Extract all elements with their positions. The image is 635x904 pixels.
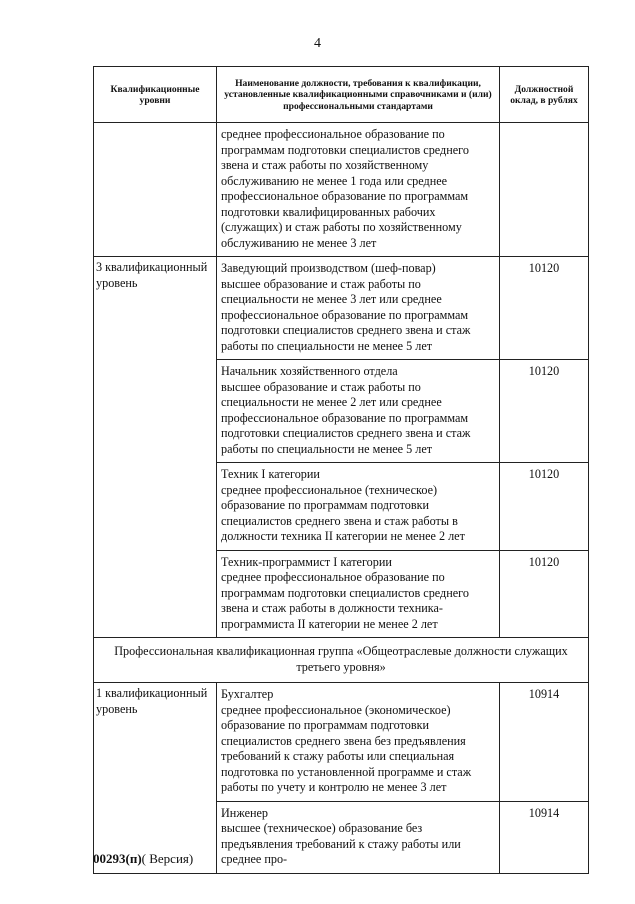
group-header-row <box>94 638 589 683</box>
salary-value: 10914 <box>500 683 589 802</box>
salary-value: 10120 <box>500 463 589 551</box>
job-title: Техник I категории <box>221 467 320 481</box>
job-cell <box>217 550 500 638</box>
job-requirements: среднее профессиональное образование по программам подготовки специалистов среднего звена и стаж работы в должности техника-программиста II категории не менее 2 лет <box>221 570 469 631</box>
table-row <box>94 123 589 257</box>
level-1-label: 1 квалификационный уровень <box>94 683 217 874</box>
job-cell <box>217 683 500 802</box>
qualification-table <box>93 66 589 874</box>
job-cell <box>217 463 500 551</box>
table-header-row <box>94 67 589 123</box>
job-requirements: среднее профессиональное (экономическое) образование по программам подготовки специалистов среднего звена без предъявления требований к стажу работы или специальная подготовка по установленной программе и стаж работы по учету и контролю не менее 3 лет <box>221 702 472 794</box>
job-cell <box>217 360 500 463</box>
level-3-label: 3 квалификационный уровень <box>94 257 217 638</box>
salary-value: 10120 <box>500 550 589 638</box>
salary-cell-empty <box>500 123 589 257</box>
header-level: Квалификационные уровни <box>94 67 217 123</box>
job-requirements: высшее образование и стаж работы по специальности не менее 2 лет или среднее профессиональное образование по программам подготовки специалистов среднего звена и стаж работы по специальности не менее 5 лет <box>221 379 471 456</box>
job-cell <box>217 257 500 360</box>
job-requirements: среднее профессиональное (техническое) образование по программам подготовки специалистов среднего звена и стаж работы в должности техника II категории не менее 2 лет <box>221 482 465 543</box>
document-version: ( Версия) <box>141 851 194 866</box>
job-title: Начальник хозяйственного отдела <box>221 364 398 378</box>
job-title: Техник-программист I категории <box>221 554 392 569</box>
job-title: Бухгалтер <box>221 687 274 701</box>
document-footer <box>93 851 193 867</box>
page-number: 4 <box>314 36 321 51</box>
level-cell-empty <box>94 123 217 257</box>
table-row <box>94 683 589 802</box>
salary-value: 10120 <box>500 360 589 463</box>
header-salary: Должностной оклад, в рублях <box>500 67 589 123</box>
group-header: Профессиональная квалификационная группа «Общеотраслевые должности служащих третьего уровня» <box>94 638 589 683</box>
job-title: Заведующий производством (шеф-повар) <box>221 261 436 275</box>
header-position: Наименование должности, требования к квалификации, установленные квалификационными справочниками и (или) профессиональными стандартами <box>217 67 500 123</box>
job-cell <box>217 801 500 873</box>
salary-value: 10120 <box>500 257 589 360</box>
job-requirements: высшее (техническое) образование без предъявления требований к стажу работы или среднее про- <box>221 821 461 866</box>
table-row <box>94 257 589 360</box>
job-title: Инженер <box>221 805 269 820</box>
document-code: 00293(п) <box>93 851 142 866</box>
salary-value: 10914 <box>500 801 589 873</box>
job-requirements: высшее образование и стаж работы по специальности не менее 3 лет или среднее профессиональное образование по программам подготовки специалистов среднего звена и стаж работы по специальности не менее 5 лет <box>221 276 471 353</box>
job-continuation: среднее профессиональное образование по программам подготовки специалистов среднего звена и стаж работы по хозяйственному обслуживанию не менее 1 года или среднее профессиональное образование по программам подготовки квалифицированных рабочих (служащих) и стаж работы по хозяйственному обслуживанию не менее 3 лет <box>217 123 500 257</box>
